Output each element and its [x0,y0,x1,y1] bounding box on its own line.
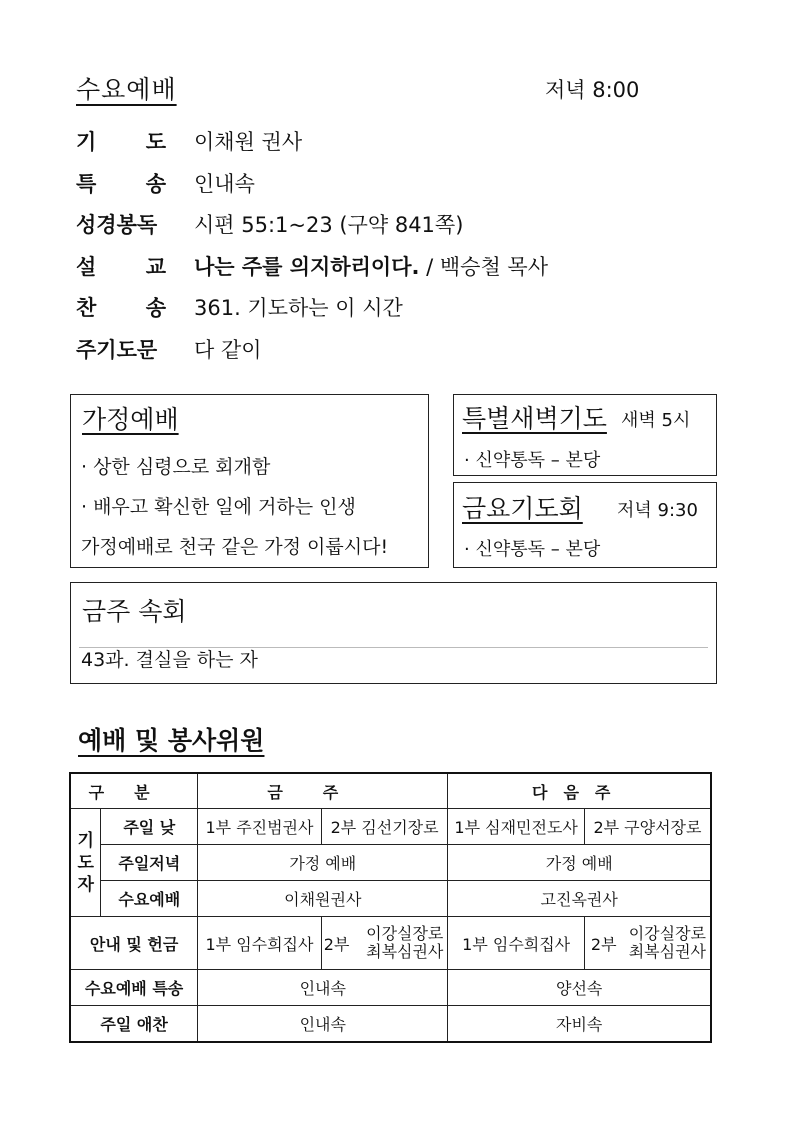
cell-group-title: 금주 속회 [82,597,187,626]
row-label-sermon: 설 교 [76,255,166,279]
cell-group-box [70,582,717,684]
usher-next2-names: 이강실장로 최복심권사 [628,924,706,961]
header-category: 구분 [70,773,198,809]
family-worship-box [70,394,429,568]
sunday-day-label: 주일 낮 [101,809,198,845]
sunday-choir-label: 주일 애찬 [70,1006,198,1043]
table-row [70,845,711,881]
table-row [70,809,711,845]
sunday-evening-label: 주일저녁 [101,845,198,881]
special-dawn-box [453,394,717,476]
usher-this2 [321,917,448,970]
row-value-hymn: 361. 기도하는 이 시간 [194,296,403,320]
wednesday-title: 수요예배 [76,75,177,104]
wednesday-time: 저녁 8:00 [545,78,640,102]
row-label-lords-prayer: 주기도문 [76,338,158,362]
wed-special-this: 인내속 [198,970,448,1006]
row-value-sermon [194,251,548,281]
friday-prayer-box [453,482,717,568]
header-this-week: 금주 [198,773,448,809]
table-header-row [70,773,711,809]
row-label-hymn: 찬 송 [76,296,166,320]
table-row [70,970,711,1006]
row-value-scripture: 시편 55:1~23 (구약 841쪽) [194,213,464,237]
row-label-prayer: 기 도 [76,130,166,154]
staff-title: 예배 및 봉사위원 [78,726,265,755]
friday-prayer-line: · 신약통독 – 본당 [464,539,601,560]
friday-prayer-time: 저녁 9:30 [617,500,698,521]
sunday-evening-next: 가정 예배 [448,845,711,881]
usher-this2-prefix: 2부 [323,935,350,954]
table-row [70,881,711,917]
row-label-scripture: 성경봉독 [76,213,158,237]
special-dawn-title: 특별새벽기도 [462,404,607,433]
sermon-title: 나는 주를 의지하리이다. [194,255,420,279]
usher-label: 안내 및 헌금 [70,917,198,970]
wed-special-label: 수요예배 특송 [70,970,198,1006]
sermon-preacher: / 백승철 목사 [419,255,548,279]
usher-next2-prefix: 2부 [590,935,617,954]
cell-group-line: 43과. 결실을 하는 자 [81,649,258,671]
family-worship-line2: · 배우고 확신한 일에 거하는 인생 [81,496,356,518]
sunday-day-this1: 1부 주진범권사 [198,809,322,845]
usher-next1: 1부 임수희집사 [448,917,585,970]
usher-this2-names: 이강실장로 최복심권사 [366,924,444,961]
row-value-prayer: 이채원 권사 [194,130,303,154]
row-value-special-song: 인내속 [194,172,255,196]
usher-this1: 1부 임수희집사 [198,917,322,970]
row-value-lords-prayer: 다 같이 [194,338,262,362]
header-next-week: 다음주 [448,773,711,809]
family-worship-line3: 가정예배로 천국 같은 가정 이룹시다! [81,536,389,558]
sunday-evening-this: 가정 예배 [198,845,448,881]
sunday-day-next1: 1부 심재민전도사 [448,809,585,845]
sunday-choir-this: 인내속 [198,1006,448,1043]
family-worship-line1: · 상한 심령으로 회개함 [81,456,271,478]
usher-next2 [584,917,711,970]
table-row [70,1006,711,1043]
wednesday-worship-label: 수요예배 [101,881,198,917]
prayer-group-label: 기 도 자 [70,809,101,917]
special-dawn-line: · 신약통독 – 본당 [464,450,601,471]
staff-table [69,772,712,1043]
sunday-day-next2: 2부 구양서장로 [584,809,711,845]
row-label-special-song: 특 송 [76,172,166,196]
sunday-choir-next: 자비속 [448,1006,711,1043]
friday-prayer-title: 금요기도회 [462,494,583,523]
table-row [70,917,711,970]
special-dawn-time: 새벽 5시 [621,410,691,431]
wed-special-next: 양선속 [448,970,711,1006]
sunday-day-this2: 2부 김선기장로 [321,809,448,845]
wednesday-worship-this: 이채원권사 [198,881,448,917]
family-worship-title: 가정예배 [82,405,179,434]
wednesday-worship-next: 고진옥권사 [448,881,711,917]
